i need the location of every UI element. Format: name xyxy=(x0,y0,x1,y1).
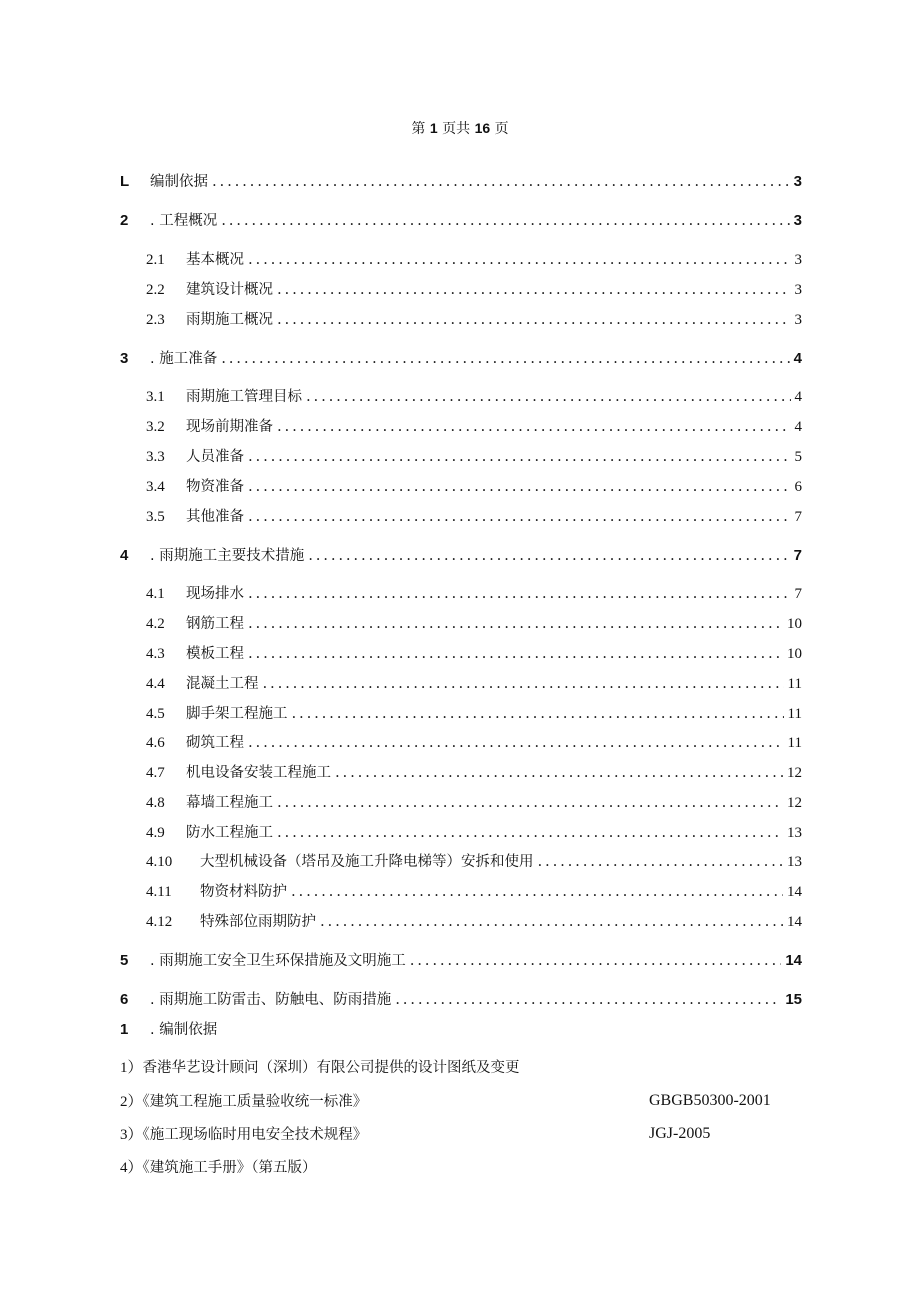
toc-entry[interactable] xyxy=(120,208,802,232)
toc-title: 现场前期准备 xyxy=(186,419,273,435)
toc-leader xyxy=(248,611,783,635)
toc-number: 3.5 xyxy=(146,509,165,525)
toc-leader xyxy=(212,169,790,193)
toc-number: 4.3 xyxy=(146,646,165,662)
toc-entry[interactable] xyxy=(146,701,802,725)
toc-entry[interactable] xyxy=(146,307,802,331)
list-item-text: 《建筑施工手册》（第五版） xyxy=(142,1160,317,1176)
toc-number: 2 xyxy=(120,212,129,229)
toc-leader xyxy=(277,790,783,814)
toc-leader xyxy=(248,641,783,665)
toc-leader xyxy=(248,444,791,468)
toc-title: 雨期施工概况 xyxy=(186,312,273,328)
toc-leader xyxy=(248,504,791,528)
toc-title: 幕墙工程施工 xyxy=(186,795,273,811)
toc-page: 4 xyxy=(793,350,802,367)
toc-leader xyxy=(410,948,782,972)
toc-number: 5 xyxy=(120,952,129,969)
toc-title: 物资材料防护 xyxy=(200,884,287,900)
toc-leader xyxy=(277,820,783,844)
toc-title: 大型机械设备（塔吊及施工升降电梯等）安拆和使用 xyxy=(200,854,534,870)
toc-entry[interactable] xyxy=(146,414,802,438)
standard-code: JGJ-2005 xyxy=(649,1125,711,1142)
section-title: . 编制依据 xyxy=(150,1022,218,1038)
toc-number: L xyxy=(120,173,130,190)
toc-leader xyxy=(277,414,791,438)
list-item-text: 《建筑工程施工质量验收统一标准》 xyxy=(142,1094,368,1110)
toc-entry[interactable] xyxy=(146,760,802,784)
standard-code: GBGB50300-2001 xyxy=(649,1092,771,1109)
toc-entry[interactable] xyxy=(146,504,802,528)
toc-title: 现场排水 xyxy=(186,586,244,602)
toc-title: 特殊部位雨期防护 xyxy=(200,914,316,930)
toc-leader xyxy=(395,987,781,1011)
toc-entry[interactable] xyxy=(120,948,802,972)
toc-entry[interactable] xyxy=(146,247,802,271)
list-item-number: 3） xyxy=(120,1127,143,1143)
toc-number: 4 xyxy=(120,547,129,564)
toc-leader xyxy=(308,543,789,567)
toc-page: 7 xyxy=(793,547,802,564)
toc-page: 14 xyxy=(787,884,802,900)
toc-leader xyxy=(277,277,791,301)
toc-entry[interactable] xyxy=(120,346,802,370)
toc-page: 7 xyxy=(794,509,802,525)
toc-number: 2.1 xyxy=(146,252,165,268)
toc-title: . 工程概况 xyxy=(150,213,218,229)
toc-number: 4.9 xyxy=(146,825,165,841)
toc-page: 15 xyxy=(785,991,802,1008)
toc-title: . 雨期施工安全卫生环保措施及文明施工 xyxy=(150,953,406,969)
toc-number: 4.6 xyxy=(146,735,165,751)
toc-page: 12 xyxy=(787,765,802,781)
toc-title: 雨期施工管理目标 xyxy=(186,389,302,405)
toc-title: 砌筑工程 xyxy=(186,735,244,751)
toc-leader xyxy=(248,474,791,498)
toc-leader xyxy=(248,730,784,754)
toc-number: 2.2 xyxy=(146,282,165,298)
toc-title: 物资准备 xyxy=(186,479,244,495)
toc-leader xyxy=(320,909,783,933)
toc-page: 5 xyxy=(794,449,802,465)
toc-page: 10 xyxy=(787,646,802,662)
header-suffix: 页 xyxy=(494,121,509,137)
toc-page: 3 xyxy=(794,252,802,268)
toc-page: 13 xyxy=(787,854,802,870)
toc-title: 混凝土工程 xyxy=(186,676,259,692)
toc-entry[interactable] xyxy=(146,790,802,814)
toc-page: 11 xyxy=(787,676,802,692)
toc-number: 2.3 xyxy=(146,312,165,328)
toc-page: 7 xyxy=(794,586,802,602)
toc-title: 机电设备安装工程施工 xyxy=(186,765,331,781)
section-heading xyxy=(120,1017,217,1042)
toc-title: 基本概况 xyxy=(186,252,244,268)
toc-title: 防水工程施工 xyxy=(186,825,273,841)
toc-leader xyxy=(335,760,783,784)
toc-entry[interactable] xyxy=(146,444,802,468)
toc-leader xyxy=(291,879,783,903)
toc-number: 3.1 xyxy=(146,389,165,405)
toc-entry[interactable] xyxy=(146,820,802,844)
list-item xyxy=(120,1089,367,1113)
list-item xyxy=(120,1122,367,1146)
toc-entry[interactable] xyxy=(146,384,802,408)
list-item-number: 1） xyxy=(120,1060,143,1076)
current-page-number: 1 xyxy=(429,120,438,136)
list-item-text: 《施工现场临时用电安全技术规程》 xyxy=(142,1127,368,1143)
toc-page: 4 xyxy=(794,389,802,405)
toc-entry[interactable] xyxy=(146,641,802,665)
toc-leader xyxy=(306,384,791,408)
list-item-text: 香港华艺设计顾问（深圳）有限公司提供的设计图纸及变更 xyxy=(142,1060,520,1076)
toc-entry[interactable] xyxy=(146,849,802,873)
toc-number: 4.1 xyxy=(146,586,165,602)
toc-entry[interactable] xyxy=(146,611,802,635)
toc-number: 4.7 xyxy=(146,765,165,781)
toc-page: 13 xyxy=(787,825,802,841)
toc-title: 人员准备 xyxy=(186,449,244,465)
toc-page: 11 xyxy=(787,706,802,722)
toc-number: 4.8 xyxy=(146,795,165,811)
list-item-number: 4） xyxy=(120,1160,143,1176)
toc-entry[interactable] xyxy=(146,277,802,301)
section-number: 1 xyxy=(120,1021,129,1038)
toc-entry[interactable] xyxy=(146,474,802,498)
toc-title: 脚手架工程施工 xyxy=(186,706,288,722)
toc-entry[interactable] xyxy=(146,879,802,903)
toc-entry[interactable] xyxy=(146,730,802,754)
toc-page: 3 xyxy=(793,212,802,229)
toc-entry[interactable] xyxy=(120,543,802,567)
toc-page: 11 xyxy=(787,735,802,751)
toc-title: . 雨期施工主要技术措施 xyxy=(150,548,305,564)
toc-title: 建筑设计概况 xyxy=(186,282,273,298)
toc-page: 3 xyxy=(794,312,802,328)
toc-page: 4 xyxy=(794,419,802,435)
toc-number: 3.3 xyxy=(146,449,165,465)
list-item xyxy=(120,1055,520,1079)
list-item-number: 2） xyxy=(120,1094,143,1110)
toc-number: 4.10 xyxy=(146,854,173,870)
toc-title: 钢筋工程 xyxy=(186,616,244,632)
toc-number: 3.2 xyxy=(146,419,165,435)
toc-page: 14 xyxy=(785,952,802,969)
toc-page: 3 xyxy=(793,173,802,190)
toc-title: 编制依据 xyxy=(150,174,208,190)
toc-number: 3 xyxy=(120,350,129,367)
toc-number: 4.12 xyxy=(146,914,173,930)
toc-leader xyxy=(248,247,791,271)
toc-entry[interactable] xyxy=(120,987,802,1011)
toc-page: 10 xyxy=(787,616,802,632)
header-middle: 页共 xyxy=(442,121,471,137)
toc-title: . 雨期施工防雷击、防触电、防雨措施 xyxy=(150,992,392,1008)
toc-page: 12 xyxy=(787,795,802,811)
toc-number: 4.4 xyxy=(146,676,165,692)
toc-number: 6 xyxy=(120,991,129,1008)
toc-title: 其他准备 xyxy=(186,509,244,525)
toc-leader xyxy=(221,208,789,232)
toc-entry[interactable] xyxy=(120,169,802,193)
list-item xyxy=(120,1155,317,1179)
toc-leader xyxy=(221,346,789,370)
toc-entry[interactable] xyxy=(146,909,802,933)
header-prefix: 第 xyxy=(411,121,426,137)
page-header xyxy=(0,118,920,138)
toc-leader xyxy=(263,671,784,695)
toc-number: 4.5 xyxy=(146,706,165,722)
toc-number: 4.2 xyxy=(146,616,165,632)
toc-leader xyxy=(538,849,784,873)
toc-page: 14 xyxy=(787,914,802,930)
toc-leader xyxy=(292,701,784,725)
toc-entry[interactable] xyxy=(146,671,802,695)
total-pages-number: 16 xyxy=(474,120,491,136)
toc-title: . 施工准备 xyxy=(150,351,218,367)
toc-leader xyxy=(277,307,791,331)
toc-page: 3 xyxy=(794,282,802,298)
toc-leader xyxy=(248,581,791,605)
toc-entry[interactable] xyxy=(146,581,802,605)
toc-title: 模板工程 xyxy=(186,646,244,662)
toc-page: 6 xyxy=(794,479,802,495)
toc-number: 3.4 xyxy=(146,479,165,495)
toc-number: 4.11 xyxy=(146,884,172,900)
